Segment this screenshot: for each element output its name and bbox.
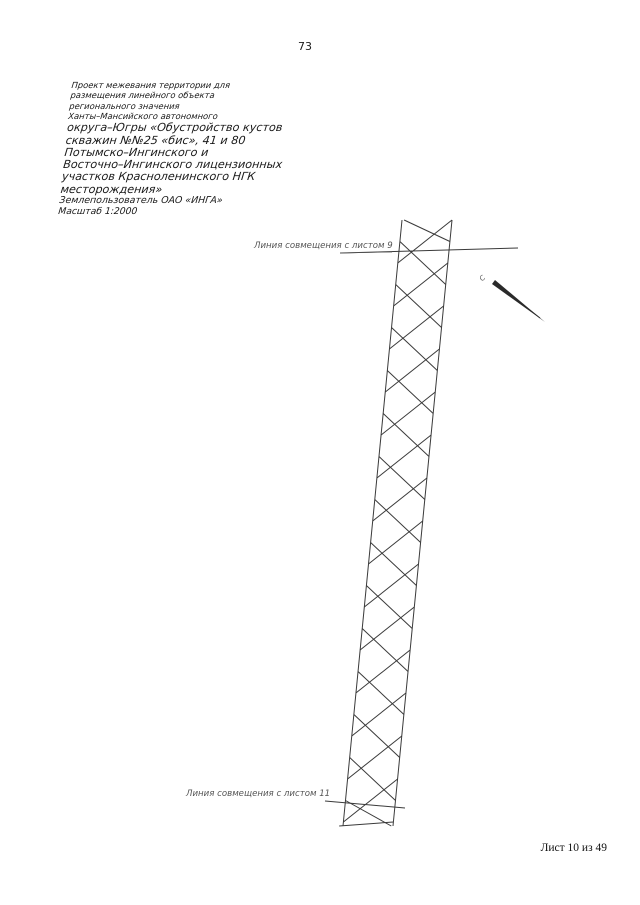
- corridor-brace: [385, 349, 439, 392]
- corridor-brace: [394, 263, 448, 306]
- match-line-top-underline: [340, 252, 392, 253]
- corridor-brace: [358, 672, 404, 715]
- match-line-bottom: [325, 801, 405, 808]
- corridor-brace: [383, 414, 429, 457]
- title-line: регионального значения: [68, 100, 181, 111]
- title-line: Потымско–Ингинского и: [63, 145, 210, 159]
- title-line: месторождения»: [59, 182, 164, 196]
- title-line: размещения линейного объекта: [69, 90, 216, 101]
- corridor-brace: [369, 521, 423, 564]
- title-line: Землепользователь ОАО «ИНГА»: [58, 194, 224, 206]
- title-line: округа–Югры «Обустройство кустов: [66, 121, 284, 135]
- title-line: Проект межевания территории для: [71, 80, 231, 90]
- corridor-left-edge: [343, 220, 402, 826]
- corridor-brace: [371, 543, 417, 586]
- title-line: Восточно–Ингинского лицензионных: [62, 158, 283, 171]
- corridor-brace: [352, 693, 406, 736]
- corridor-brace: [362, 629, 408, 672]
- corridor-brace: [364, 564, 418, 607]
- corridor-right-edge: [393, 220, 452, 826]
- corridor-brace: [389, 306, 443, 349]
- corridor-brace: [348, 736, 402, 779]
- corridor-brace: [354, 715, 400, 758]
- corridor-brace: [392, 328, 438, 371]
- north-arrow-body: [492, 280, 545, 322]
- corridor-brace: [379, 457, 425, 500]
- sheet-footer: Лист 10 из 49: [540, 842, 607, 854]
- corridor-brace: [400, 242, 446, 285]
- match-line-bottom-label: Линия совмещения с листом 11: [186, 789, 331, 799]
- page-number: 73: [298, 40, 312, 53]
- match-line-top-label: Линия совмещения с листом 9: [254, 241, 393, 251]
- corridor-brace: [356, 650, 410, 693]
- corridor-brace: [377, 435, 431, 478]
- title-line: Ханты–Мансийского автономного: [67, 110, 219, 121]
- north-arrow: [478, 274, 545, 322]
- title-line: Масштаб 1:2000: [57, 205, 138, 217]
- corridor-brace: [366, 586, 412, 629]
- corridor-brace: [339, 822, 393, 826]
- north-arrow-label: С: [478, 273, 488, 283]
- corridor-brace: [350, 758, 396, 801]
- corridor-strip: [339, 220, 452, 826]
- corridor-brace: [404, 220, 450, 242]
- corridor-brace: [381, 392, 435, 435]
- corridor-brace: [373, 478, 427, 521]
- corridor-brace: [387, 371, 433, 414]
- title-line: участков Красноленинского НГК: [61, 170, 256, 184]
- corridor-brace: [398, 220, 452, 263]
- corridor-brace: [343, 779, 397, 822]
- corridor-brace: [360, 607, 414, 650]
- title-line: скважин №№25 «бис», 41 и 80: [65, 133, 247, 147]
- corridor-brace: [375, 500, 421, 543]
- corridor-brace: [396, 285, 442, 328]
